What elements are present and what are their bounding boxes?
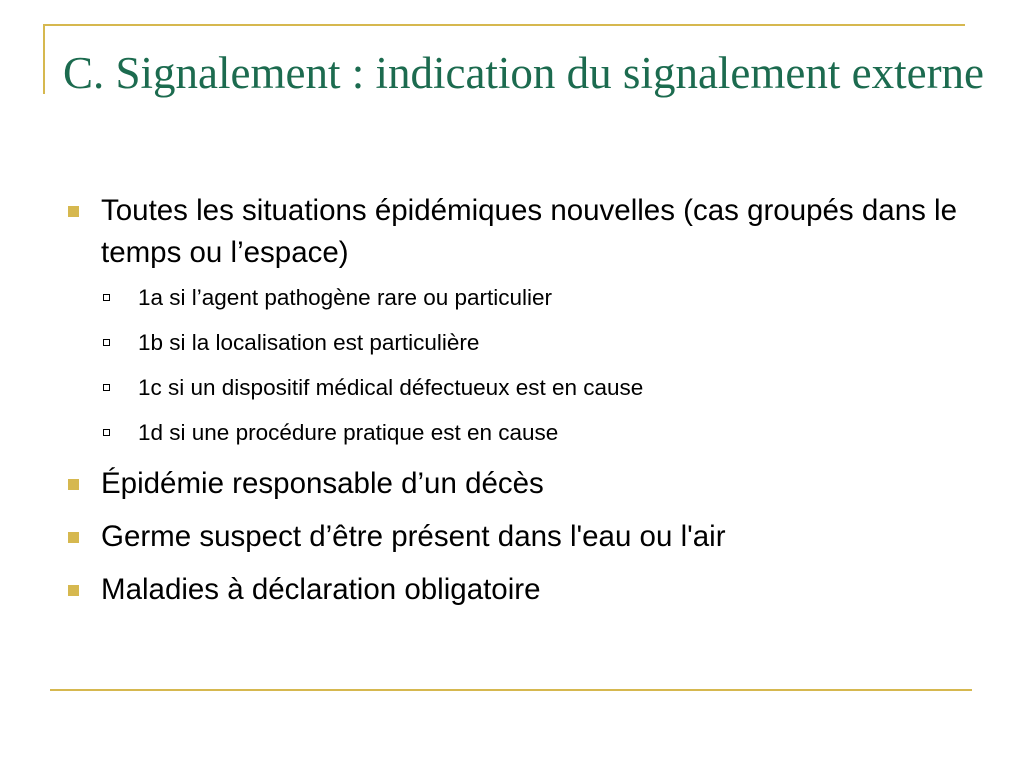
sub-bullet-text: 1c si un dispositif médical défectueux est en cause <box>138 375 644 400</box>
square-bullet-icon <box>68 206 79 217</box>
bullet-text: Épidémie responsable d’un décès <box>101 467 544 500</box>
square-bullet-icon <box>68 532 79 543</box>
hollow-square-bullet-icon <box>103 294 110 301</box>
top-rule <box>43 24 965 26</box>
sub-bullet-item <box>101 283 923 313</box>
bullet-item <box>62 569 962 611</box>
bullet-text: Germe suspect d’être présent dans l'eau ou l'air <box>101 520 726 553</box>
left-rule <box>43 24 45 94</box>
bullet-item <box>62 190 962 448</box>
slide-title: C. Signalement : indication du signalement externe <box>63 48 985 98</box>
bullet-text: Maladies à déclaration obligatoire <box>101 573 541 606</box>
hollow-square-bullet-icon <box>103 384 110 391</box>
square-bullet-icon <box>68 585 79 596</box>
sub-bullet-item <box>101 373 923 403</box>
footer-rule <box>50 689 972 691</box>
sub-bullet-item <box>101 328 923 358</box>
sub-bullet-text: 1a si l’agent pathogène rare ou particulier <box>138 285 553 310</box>
sub-bullet-item <box>101 418 923 448</box>
sub-bullet-list <box>62 283 923 448</box>
hollow-square-bullet-icon <box>103 339 110 346</box>
bullet-list <box>62 190 962 622</box>
sub-bullet-text: 1d si une procédure pratique est en cause <box>138 420 559 445</box>
bullet-text: Toutes les situations épidémiques nouvelles (cas groupés dans le temps ou l’espace) <box>101 194 958 269</box>
bullet-item <box>62 463 962 505</box>
hollow-square-bullet-icon <box>103 429 110 436</box>
square-bullet-icon <box>68 479 79 490</box>
sub-bullet-text: 1b si la localisation est particulière <box>138 330 480 355</box>
bullet-item <box>62 516 962 558</box>
